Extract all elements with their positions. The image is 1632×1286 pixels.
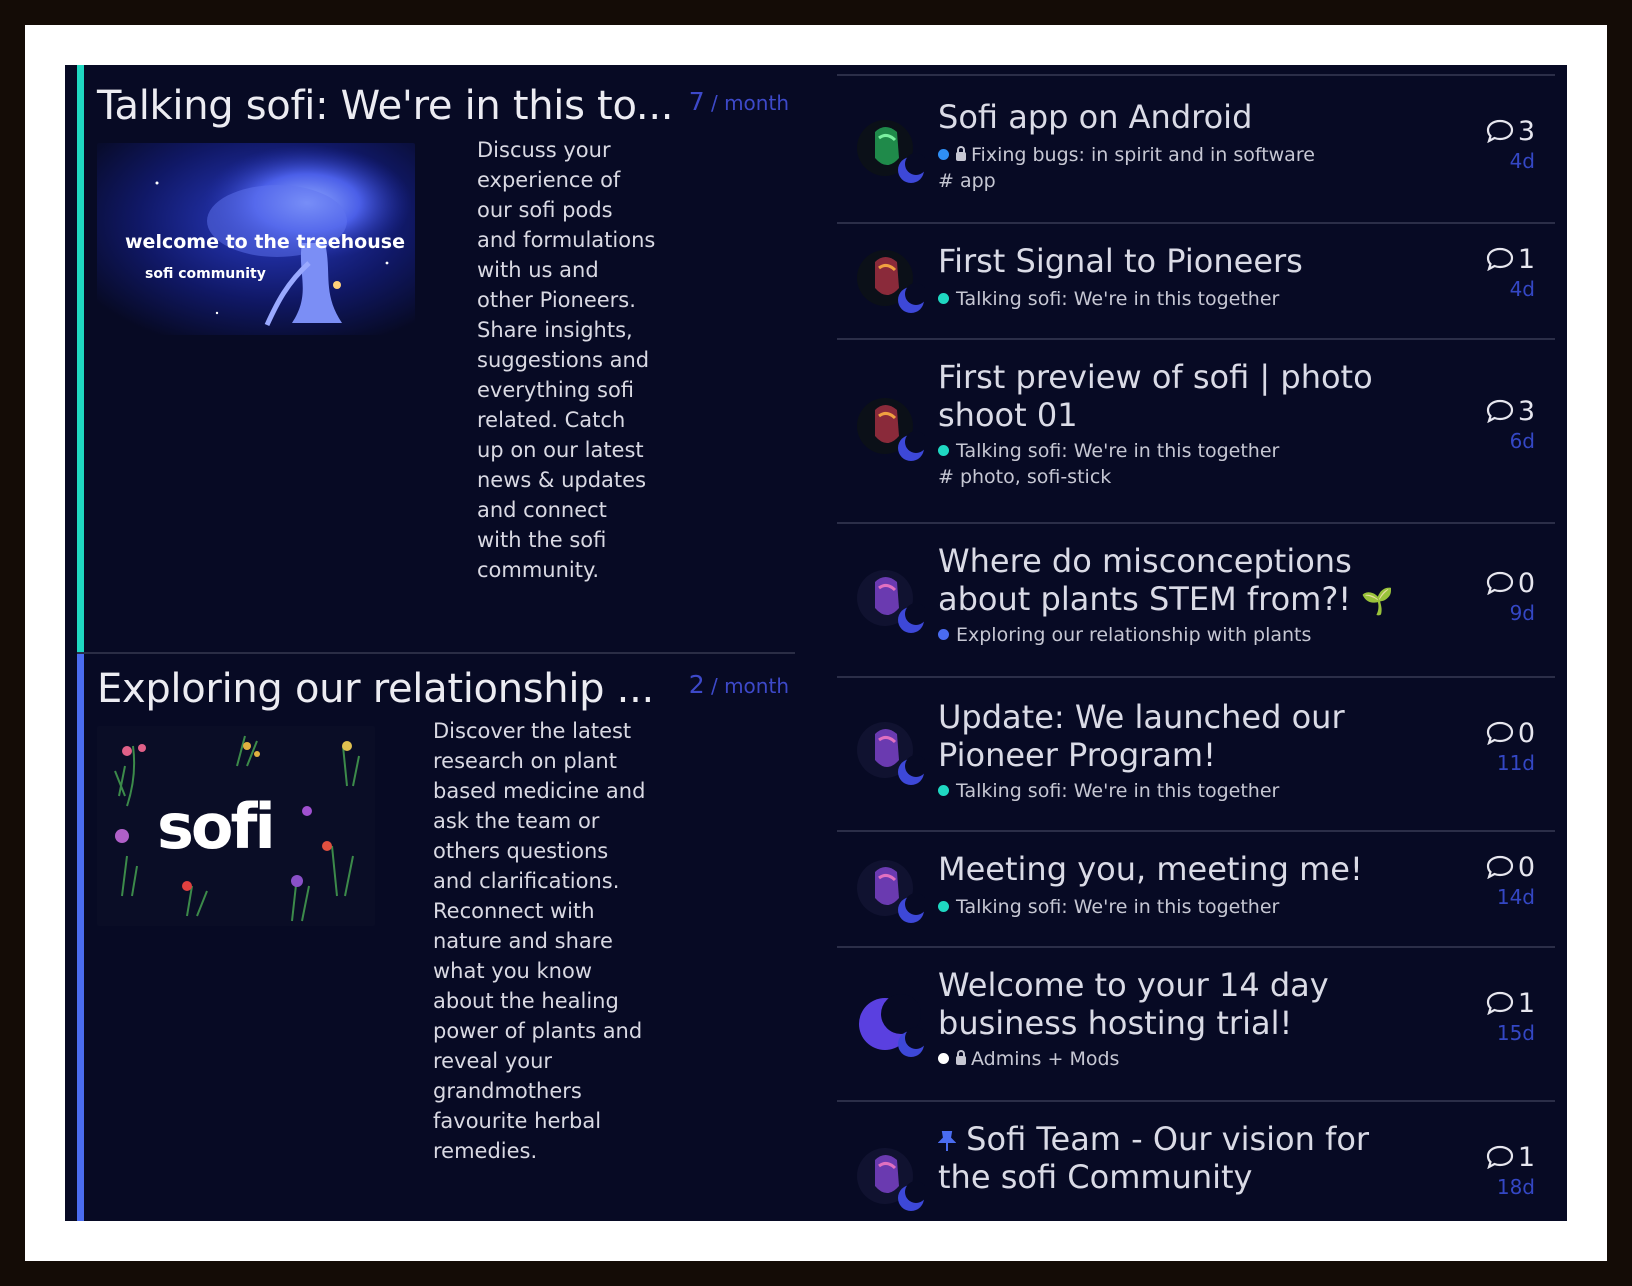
reply-count[interactable] — [1455, 1142, 1535, 1173]
rate-separator: / — [710, 674, 718, 698]
topic-row[interactable] — [837, 74, 1555, 222]
purple-face-avatar[interactable] — [857, 858, 925, 926]
topic-row[interactable] — [837, 830, 1555, 946]
rate-unit: month — [724, 674, 789, 698]
treehouse-logo-text-2: sofi community — [145, 266, 266, 282]
topic-category-label: Talking sofi: We're in this together — [956, 440, 1280, 462]
reply-count[interactable] — [1455, 116, 1535, 147]
topic-title-text: Where do misconceptions about plants STEM from?! — [938, 542, 1352, 618]
reply-number: 0 — [1517, 852, 1535, 883]
topic-title[interactable]: Update: We launched our Pioneer Program! — [938, 698, 1345, 774]
activity-age[interactable]: 6d — [1509, 429, 1535, 453]
activity-age[interactable]: 15d — [1496, 1021, 1535, 1045]
orange-face-avatar[interactable] — [857, 248, 925, 316]
moon-avatar[interactable] — [857, 992, 925, 1060]
category-logo-sofi-plants — [97, 726, 375, 926]
category-dot — [938, 445, 949, 456]
reply-count[interactable] — [1455, 396, 1535, 427]
sofi-logo-text: sofi — [157, 790, 273, 863]
reply-number: 1 — [1517, 244, 1535, 275]
reply-number: 0 — [1517, 568, 1535, 599]
reply-number: 0 — [1517, 718, 1535, 749]
topic-category-label: Talking sofi: We're in this together — [956, 896, 1280, 918]
activity-age[interactable]: 9d — [1509, 601, 1535, 625]
topic-stats — [1455, 988, 1535, 1045]
topic-stats — [1455, 852, 1535, 909]
category-dot — [938, 293, 949, 304]
topic-category[interactable] — [938, 288, 1279, 310]
topic-stats — [1455, 718, 1535, 775]
rate-unit: month — [724, 91, 789, 115]
topic-title[interactable]: Welcome to your 14 day business hosting trial! — [938, 966, 1329, 1042]
lock-icon — [956, 152, 966, 161]
purple-face-avatar[interactable] — [857, 1146, 925, 1214]
topic-stats — [1455, 568, 1535, 625]
category-dot — [938, 1053, 949, 1064]
topic-row[interactable] — [837, 222, 1555, 338]
speech-bubble-icon — [1486, 721, 1514, 745]
seedling-icon: 🌱 — [1361, 587, 1394, 617]
reply-count[interactable] — [1455, 568, 1535, 599]
topic-tags[interactable]: # photo, sofi-stick — [938, 466, 1112, 488]
reply-number: 3 — [1517, 116, 1535, 147]
topic-category-label: Exploring our relationship with plants — [956, 624, 1312, 646]
category-post-rate — [689, 670, 789, 699]
category-dot — [938, 785, 949, 796]
topic-title[interactable]: First Signal to Pioneers — [938, 242, 1303, 280]
category-color-bar — [77, 654, 84, 1221]
rate-number: 2 — [688, 670, 705, 699]
topic-row[interactable] — [837, 522, 1555, 676]
treehouse-logo-text-1: welcome to the treehouse — [125, 231, 405, 253]
orange-face-avatar[interactable] — [857, 396, 925, 464]
activity-age[interactable]: 11d — [1496, 751, 1535, 775]
topic-category-label: Talking sofi: We're in this together — [956, 288, 1280, 310]
speech-bubble-icon — [1486, 571, 1514, 595]
topic-title[interactable]: Sofi app on Android — [938, 98, 1253, 136]
activity-age[interactable]: 4d — [1509, 277, 1535, 301]
reply-number: 3 — [1517, 396, 1535, 427]
category-post-rate — [689, 87, 789, 116]
reply-count[interactable] — [1455, 244, 1535, 275]
topic-category[interactable] — [938, 144, 1315, 166]
lock-icon — [956, 1056, 966, 1065]
reply-count[interactable] — [1455, 852, 1535, 883]
speech-bubble-icon — [1486, 119, 1514, 143]
categories-column — [65, 65, 795, 1221]
topic-stats — [1455, 396, 1535, 453]
topic-stats — [1455, 1142, 1535, 1199]
speech-bubble-icon — [1486, 399, 1514, 423]
topic-title[interactable] — [938, 542, 1398, 621]
topic-title[interactable]: First preview of sofi | photo shoot 01 — [938, 358, 1373, 434]
speech-bubble-icon — [1486, 247, 1514, 271]
rate-number: 7 — [688, 87, 705, 116]
purple-face-avatar[interactable] — [857, 568, 925, 636]
topic-category[interactable] — [938, 896, 1279, 918]
reply-count[interactable] — [1455, 988, 1535, 1019]
category-logo-treehouse — [97, 143, 415, 335]
category-color-bar — [77, 65, 84, 652]
topic-category-label: Fixing bugs: in spirit and in software — [971, 144, 1315, 166]
topic-stats — [1455, 244, 1535, 301]
reply-number: 1 — [1517, 1142, 1535, 1173]
purple-face-avatar[interactable] — [857, 720, 925, 788]
green-face-avatar[interactable] — [857, 118, 925, 186]
category-dot — [938, 901, 949, 912]
reply-count[interactable] — [1455, 718, 1535, 749]
category-title[interactable]: Exploring our relationship ... — [97, 666, 654, 712]
category-dot — [938, 149, 949, 160]
topic-row[interactable] — [837, 946, 1555, 1100]
topic-category-label: Admins + Mods — [971, 1048, 1120, 1070]
topic-category[interactable] — [938, 1048, 1119, 1070]
speech-bubble-icon — [1486, 1145, 1514, 1169]
topic-category[interactable] — [938, 780, 1279, 802]
topic-category[interactable] — [938, 440, 1279, 462]
topic-row[interactable] — [837, 338, 1555, 522]
topic-tags[interactable]: # app — [938, 170, 996, 192]
activity-age[interactable]: 14d — [1496, 885, 1535, 909]
category-exploring-plants[interactable] — [77, 654, 795, 1221]
category-dot — [938, 629, 949, 640]
category-description: Discuss your experience of our sofi pods and formulations with us and other Pioneers. Share insights, suggestions and everything sofi related. Catch up on our latest news & updates and connect with the sofi community. — [477, 138, 656, 582]
pinned-pin-icon — [938, 1130, 956, 1152]
category-title[interactable]: Talking sofi: We're in this to... — [97, 83, 674, 129]
reply-number: 1 — [1517, 988, 1535, 1019]
topic-category[interactable] — [938, 624, 1311, 646]
speech-bubble-icon — [1486, 991, 1514, 1015]
category-description: Discover the latest research on plant based medicine and ask the team or others questions and clarifications. Reconnect with nature and share what you know about the healing power of plants and reveal your grandmothers favourite herbal remedies. — [433, 719, 646, 1163]
forum-screen — [65, 65, 1567, 1221]
topic-title[interactable]: Meeting you, meeting me! — [938, 850, 1363, 888]
topic-category-label: Talking sofi: We're in this together — [956, 780, 1280, 802]
activity-age[interactable]: 4d — [1509, 149, 1535, 173]
rate-separator: / — [710, 91, 718, 115]
category-talking-sofi[interactable] — [77, 65, 795, 652]
topic-row[interactable] — [837, 1100, 1555, 1221]
topic-row[interactable] — [837, 676, 1555, 830]
activity-age[interactable]: 18d — [1496, 1175, 1535, 1199]
speech-bubble-icon — [1486, 855, 1514, 879]
topic-stats — [1455, 116, 1535, 173]
topic-title[interactable] — [938, 1120, 1398, 1196]
topic-title-text: Sofi Team - Our vision for the sofi Community — [938, 1120, 1370, 1196]
